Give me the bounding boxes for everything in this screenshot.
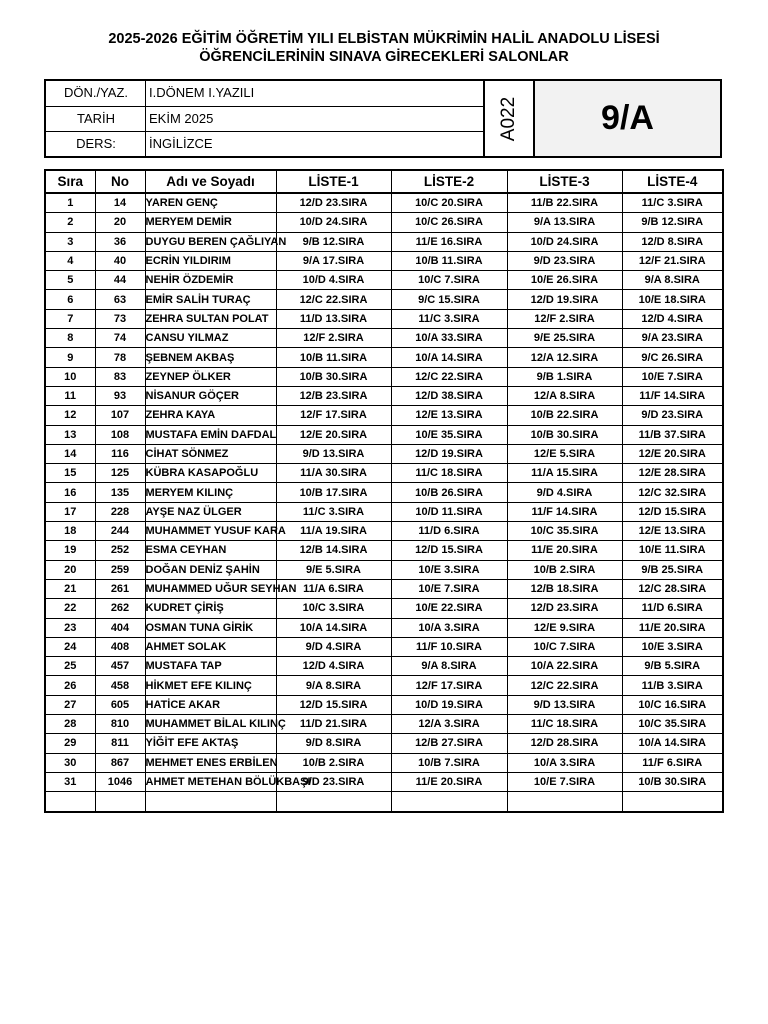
order-cell: 13	[45, 425, 95, 444]
list2-cell: 10/E 3.SIRA	[391, 560, 507, 579]
list1-cell: 9/A 8.SIRA	[276, 676, 391, 695]
col-header-order: Sıra	[45, 170, 95, 193]
document-subtitle: ÖĞRENCİLERİNİN SINAVA GİRECEKLERİ SALONLAR	[199, 49, 569, 65]
table-row	[45, 618, 723, 637]
name-cell: MUHAMMED UĞUR SEYHAN	[145, 579, 276, 598]
number-cell: 1046	[95, 772, 145, 791]
empty-cell	[145, 792, 276, 812]
list2-cell: 12/D 38.SIRA	[391, 386, 507, 405]
name-cell: ECRİN YILDIRIM	[145, 251, 276, 270]
number-cell: 867	[95, 753, 145, 772]
order-cell: 26	[45, 676, 95, 695]
order-cell: 14	[45, 444, 95, 463]
list3-cell: 10/B 30.SIRA	[507, 425, 622, 444]
period-label: DÖN./YAZ.	[63, 85, 129, 100]
list3-cell: 9/D 4.SIRA	[507, 483, 622, 502]
number-cell: 810	[95, 715, 145, 734]
order-cell: 3	[45, 232, 95, 251]
table-row	[45, 213, 723, 232]
list1-cell: 12/D 4.SIRA	[276, 657, 391, 676]
list2-cell: 10/D 11.SIRA	[391, 502, 507, 521]
list3-cell: 9/D 23.SIRA	[507, 251, 622, 270]
list2-cell: 10/B 26.SIRA	[391, 483, 507, 502]
order-cell: 10	[45, 367, 95, 386]
empty-cell	[622, 792, 723, 812]
number-cell: 74	[95, 329, 145, 348]
list4-cell: 9/A 23.SIRA	[622, 329, 723, 348]
list4-cell: 9/B 25.SIRA	[622, 560, 723, 579]
list2-cell: 11/D 6.SIRA	[391, 522, 507, 541]
name-cell: MUHAMMET BİLAL KILINÇ	[145, 715, 276, 734]
number-cell: 83	[95, 367, 145, 386]
list2-cell: 11/E 16.SIRA	[391, 232, 507, 251]
name-cell: YAREN GENÇ	[145, 193, 276, 213]
empty-cell	[276, 792, 391, 812]
list1-cell: 10/A 14.SIRA	[276, 618, 391, 637]
table-row	[45, 522, 723, 541]
list4-cell: 12/D 8.SIRA	[622, 232, 723, 251]
list2-cell: 10/D 19.SIRA	[391, 695, 507, 714]
order-cell: 1	[45, 193, 95, 213]
list2-cell: 12/A 3.SIRA	[391, 715, 507, 734]
list3-cell: 11/E 20.SIRA	[507, 541, 622, 560]
list1-cell: 11/A 19.SIRA	[276, 522, 391, 541]
name-cell: MEHMET ENES ERBİLEN	[145, 753, 276, 772]
number-cell: 44	[95, 271, 145, 290]
order-cell: 6	[45, 290, 95, 309]
table-row	[45, 348, 723, 367]
list2-cell: 12/B 27.SIRA	[391, 734, 507, 753]
list1-cell: 11/A 30.SIRA	[276, 464, 391, 483]
list3-cell: 10/D 24.SIRA	[507, 232, 622, 251]
list1-cell: 11/A 6.SIRA	[276, 579, 391, 598]
table-row	[45, 734, 723, 753]
exam-info-box	[44, 79, 722, 158]
name-cell: ZEHRA KAYA	[145, 406, 276, 425]
table-row	[45, 367, 723, 386]
table-row	[45, 271, 723, 290]
list2-cell: 9/C 15.SIRA	[391, 290, 507, 309]
table-row	[45, 406, 723, 425]
table-row	[45, 599, 723, 618]
number-cell: 108	[95, 425, 145, 444]
list1-cell: 12/C 22.SIRA	[276, 290, 391, 309]
list4-cell: 11/B 37.SIRA	[622, 425, 723, 444]
list2-cell: 10/C 26.SIRA	[391, 213, 507, 232]
list3-cell: 10/C 35.SIRA	[507, 522, 622, 541]
col-header-list3: LİSTE-3	[507, 170, 622, 193]
list1-cell: 10/B 2.SIRA	[276, 753, 391, 772]
list3-cell: 9/B 1.SIRA	[507, 367, 622, 386]
order-cell: 12	[45, 406, 95, 425]
list3-cell: 9/D 13.SIRA	[507, 695, 622, 714]
table-row	[45, 579, 723, 598]
list4-cell: 10/C 16.SIRA	[622, 695, 723, 714]
number-cell: 107	[95, 406, 145, 425]
table-row	[45, 715, 723, 734]
list1-cell: 11/D 21.SIRA	[276, 715, 391, 734]
list1-cell: 9/D 13.SIRA	[276, 444, 391, 463]
list1-cell: 12/F 2.SIRA	[276, 329, 391, 348]
list2-cell: 12/F 17.SIRA	[391, 676, 507, 695]
table-row	[45, 772, 723, 791]
list3-cell: 12/D 19.SIRA	[507, 290, 622, 309]
order-cell: 17	[45, 502, 95, 521]
name-cell: YİĞİT EFE AKTAŞ	[145, 734, 276, 753]
empty-cell	[391, 792, 507, 812]
number-cell: 261	[95, 579, 145, 598]
list4-cell: 12/E 28.SIRA	[622, 464, 723, 483]
list1-cell: 10/C 3.SIRA	[276, 599, 391, 618]
student-table	[44, 169, 724, 813]
order-cell: 31	[45, 772, 95, 791]
course-label: DERS:	[76, 136, 116, 151]
number-cell: 40	[95, 251, 145, 270]
col-header-list4: LİSTE-4	[622, 170, 723, 193]
name-cell: NEHİR ÖZDEMİR	[145, 271, 276, 290]
order-cell: 28	[45, 715, 95, 734]
order-cell: 30	[45, 753, 95, 772]
number-cell: 125	[95, 464, 145, 483]
empty-cell	[507, 792, 622, 812]
name-cell: ŞEBNEM AKBAŞ	[145, 348, 276, 367]
document-title: 2025-2026 EĞİTİM ÖĞRETİM YILI ELBİSTAN MÜKRİMİN HALİL ANADOLU LİSESİ	[108, 31, 660, 47]
list3-cell: 10/A 22.SIRA	[507, 657, 622, 676]
list1-cell: 9/D 8.SIRA	[276, 734, 391, 753]
order-cell: 11	[45, 386, 95, 405]
list2-cell: 12/D 15.SIRA	[391, 541, 507, 560]
list3-cell: 10/C 7.SIRA	[507, 637, 622, 656]
list2-cell: 10/A 33.SIRA	[391, 329, 507, 348]
number-cell: 93	[95, 386, 145, 405]
number-cell: 252	[95, 541, 145, 560]
list4-cell: 9/D 23.SIRA	[622, 406, 723, 425]
list4-cell: 12/D 4.SIRA	[622, 309, 723, 328]
number-cell: 811	[95, 734, 145, 753]
name-cell: AHMET SOLAK	[145, 637, 276, 656]
list1-cell: 9/B 12.SIRA	[276, 232, 391, 251]
empty-cell	[95, 792, 145, 812]
order-cell: 25	[45, 657, 95, 676]
list4-cell: 10/E 7.SIRA	[622, 367, 723, 386]
name-cell: HİKMET EFE KILINÇ	[145, 676, 276, 695]
list1-cell: 11/C 3.SIRA	[276, 502, 391, 521]
number-cell: 116	[95, 444, 145, 463]
list2-cell: 10/A 3.SIRA	[391, 618, 507, 637]
order-cell: 4	[45, 251, 95, 270]
list1-cell: 12/D 15.SIRA	[276, 695, 391, 714]
list2-cell: 12/E 13.SIRA	[391, 406, 507, 425]
name-cell: MERYEM DEMİR	[145, 213, 276, 232]
table-row	[45, 329, 723, 348]
list2-cell: 11/C 3.SIRA	[391, 309, 507, 328]
list1-cell: 9/A 17.SIRA	[276, 251, 391, 270]
list1-cell: 10/B 30.SIRA	[276, 367, 391, 386]
table-row	[45, 541, 723, 560]
order-cell: 8	[45, 329, 95, 348]
name-cell: OSMAN TUNA GİRİK	[145, 618, 276, 637]
period-value: I.DÖNEM I.YAZILI	[149, 85, 255, 100]
name-cell: DOĞAN DENİZ ŞAHİN	[145, 560, 276, 579]
list3-cell: 12/C 22.SIRA	[507, 676, 622, 695]
col-header-name: Adı ve Soyadı	[145, 170, 276, 193]
number-cell: 262	[95, 599, 145, 618]
order-cell: 5	[45, 271, 95, 290]
list3-cell: 11/F 14.SIRA	[507, 502, 622, 521]
list2-cell: 10/C 20.SIRA	[391, 193, 507, 213]
name-cell: MUSTAFA EMİN DAFDAL	[145, 425, 276, 444]
list3-cell: 9/A 13.SIRA	[507, 213, 622, 232]
order-cell: 16	[45, 483, 95, 502]
name-cell: KUDRET ÇİRİŞ	[145, 599, 276, 618]
list4-cell: 9/B 5.SIRA	[622, 657, 723, 676]
list4-cell: 11/D 6.SIRA	[622, 599, 723, 618]
list4-cell: 10/E 11.SIRA	[622, 541, 723, 560]
name-cell: NİSANUR GÖÇER	[145, 386, 276, 405]
list4-cell: 10/C 35.SIRA	[622, 715, 723, 734]
list3-cell: 12/D 28.SIRA	[507, 734, 622, 753]
list1-cell: 10/B 17.SIRA	[276, 483, 391, 502]
name-cell: AYŞE NAZ ÜLGER	[145, 502, 276, 521]
table-row	[45, 695, 723, 714]
col-header-list2: LİSTE-2	[391, 170, 507, 193]
list2-cell: 11/E 20.SIRA	[391, 772, 507, 791]
table-row	[45, 657, 723, 676]
name-cell: EMİR SALİH TURAÇ	[145, 290, 276, 309]
class-name: 9/A	[535, 81, 720, 156]
table-row	[45, 637, 723, 656]
list1-cell: 12/B 14.SIRA	[276, 541, 391, 560]
list4-cell: 9/C 26.SIRA	[622, 348, 723, 367]
list1-cell: 9/E 5.SIRA	[276, 560, 391, 579]
table-row	[45, 290, 723, 309]
number-cell: 408	[95, 637, 145, 656]
list1-cell: 9/D 23.SIRA	[276, 772, 391, 791]
list4-cell: 11/F 14.SIRA	[622, 386, 723, 405]
list4-cell: 11/E 20.SIRA	[622, 618, 723, 637]
number-cell: 135	[95, 483, 145, 502]
table-row	[45, 386, 723, 405]
number-cell: 73	[95, 309, 145, 328]
number-cell: 457	[95, 657, 145, 676]
list4-cell: 11/F 6.SIRA	[622, 753, 723, 772]
list3-cell: 10/B 22.SIRA	[507, 406, 622, 425]
number-cell: 14	[95, 193, 145, 213]
list1-cell: 10/D 24.SIRA	[276, 213, 391, 232]
list2-cell: 12/C 22.SIRA	[391, 367, 507, 386]
list3-cell: 11/B 22.SIRA	[507, 193, 622, 213]
list1-cell: 12/F 17.SIRA	[276, 406, 391, 425]
table-header-row	[45, 170, 723, 193]
list3-cell: 11/A 15.SIRA	[507, 464, 622, 483]
number-cell: 605	[95, 695, 145, 714]
name-cell: DUYGU BEREN ÇAĞLIYAN	[145, 232, 276, 251]
list1-cell: 12/E 20.SIRA	[276, 425, 391, 444]
order-cell: 21	[45, 579, 95, 598]
list3-cell: 10/E 7.SIRA	[507, 772, 622, 791]
list3-cell: 12/B 18.SIRA	[507, 579, 622, 598]
list3-cell: 12/D 23.SIRA	[507, 599, 622, 618]
order-cell: 18	[45, 522, 95, 541]
list1-cell: 9/D 4.SIRA	[276, 637, 391, 656]
table-row	[45, 193, 723, 213]
order-cell: 24	[45, 637, 95, 656]
list3-cell: 11/C 18.SIRA	[507, 715, 622, 734]
list4-cell: 12/D 15.SIRA	[622, 502, 723, 521]
name-cell: MERYEM KILINÇ	[145, 483, 276, 502]
list1-cell: 11/D 13.SIRA	[276, 309, 391, 328]
order-cell: 27	[45, 695, 95, 714]
list1-cell: 12/B 23.SIRA	[276, 386, 391, 405]
list3-cell: 12/E 5.SIRA	[507, 444, 622, 463]
name-cell: ZEHRA SULTAN POLAT	[145, 309, 276, 328]
order-cell: 22	[45, 599, 95, 618]
list4-cell: 9/A 8.SIRA	[622, 271, 723, 290]
list2-cell: 10/A 14.SIRA	[391, 348, 507, 367]
date-value: EKİM 2025	[149, 111, 214, 126]
list2-cell: 12/D 19.SIRA	[391, 444, 507, 463]
list1-cell: 10/B 11.SIRA	[276, 348, 391, 367]
list4-cell: 10/B 30.SIRA	[622, 772, 723, 791]
table-row	[45, 753, 723, 772]
order-cell: 15	[45, 464, 95, 483]
list3-cell: 9/E 25.SIRA	[507, 329, 622, 348]
table-row-empty	[45, 792, 723, 812]
list4-cell: 12/E 20.SIRA	[622, 444, 723, 463]
list3-cell: 12/F 2.SIRA	[507, 309, 622, 328]
list4-cell: 10/A 14.SIRA	[622, 734, 723, 753]
name-cell: ESMA CEYHAN	[145, 541, 276, 560]
name-cell: KÜBRA KASAPOĞLU	[145, 464, 276, 483]
list3-cell: 10/B 2.SIRA	[507, 560, 622, 579]
name-cell: CİHAT SÖNMEZ	[145, 444, 276, 463]
list4-cell: 12/F 21.SIRA	[622, 251, 723, 270]
list2-cell: 10/E 22.SIRA	[391, 599, 507, 618]
list3-cell: 10/A 3.SIRA	[507, 753, 622, 772]
list4-cell: 9/B 12.SIRA	[622, 213, 723, 232]
list4-cell: 10/E 3.SIRA	[622, 637, 723, 656]
list3-cell: 12/A 8.SIRA	[507, 386, 622, 405]
number-cell: 259	[95, 560, 145, 579]
list2-cell: 10/E 7.SIRA	[391, 579, 507, 598]
number-cell: 244	[95, 522, 145, 541]
table-row	[45, 676, 723, 695]
table-row	[45, 483, 723, 502]
date-label: TARİH	[76, 111, 116, 126]
number-cell: 228	[95, 502, 145, 521]
number-cell: 36	[95, 232, 145, 251]
list4-cell: 10/E 18.SIRA	[622, 290, 723, 309]
list2-cell: 10/C 7.SIRA	[391, 271, 507, 290]
list1-cell: 10/D 4.SIRA	[276, 271, 391, 290]
table-row	[45, 251, 723, 270]
name-cell: ZEYNEP ÖLKER	[145, 367, 276, 386]
list2-cell: 10/E 35.SIRA	[391, 425, 507, 444]
table-row	[45, 502, 723, 521]
list2-cell: 10/B 11.SIRA	[391, 251, 507, 270]
name-cell: CANSU YILMAZ	[145, 329, 276, 348]
table-row	[45, 232, 723, 251]
list2-cell: 11/C 18.SIRA	[391, 464, 507, 483]
name-cell: MUHAMMET YUSUF KARA	[145, 522, 276, 541]
table-row	[45, 444, 723, 463]
number-cell: 63	[95, 290, 145, 309]
list4-cell: 12/C 28.SIRA	[622, 579, 723, 598]
list3-cell: 12/E 9.SIRA	[507, 618, 622, 637]
list4-cell: 12/C 32.SIRA	[622, 483, 723, 502]
order-cell: 2	[45, 213, 95, 232]
order-cell: 23	[45, 618, 95, 637]
col-header-number: No	[95, 170, 145, 193]
name-cell: AHMET METEHAN BÖLÜKBAŞI	[145, 772, 276, 791]
table-row	[45, 560, 723, 579]
number-cell: 78	[95, 348, 145, 367]
empty-cell	[45, 792, 95, 812]
list4-cell: 12/E 13.SIRA	[622, 522, 723, 541]
list4-cell: 11/C 3.SIRA	[622, 193, 723, 213]
list1-cell: 12/D 23.SIRA	[276, 193, 391, 213]
room-code: A022	[498, 96, 519, 141]
order-cell: 19	[45, 541, 95, 560]
name-cell: HATİCE AKAR	[145, 695, 276, 714]
list3-cell: 12/A 12.SIRA	[507, 348, 622, 367]
course-value: İNGİLİZCE	[149, 136, 213, 151]
table-row	[45, 464, 723, 483]
table-row	[45, 425, 723, 444]
number-cell: 458	[95, 676, 145, 695]
number-cell: 404	[95, 618, 145, 637]
list2-cell: 11/F 10.SIRA	[391, 637, 507, 656]
col-header-list1: LİSTE-1	[276, 170, 391, 193]
list4-cell: 11/B 3.SIRA	[622, 676, 723, 695]
list2-cell: 10/B 7.SIRA	[391, 753, 507, 772]
name-cell: MUSTAFA TAP	[145, 657, 276, 676]
list2-cell: 9/A 8.SIRA	[391, 657, 507, 676]
list3-cell: 10/E 26.SIRA	[507, 271, 622, 290]
order-cell: 29	[45, 734, 95, 753]
order-cell: 20	[45, 560, 95, 579]
table-row	[45, 309, 723, 328]
order-cell: 7	[45, 309, 95, 328]
order-cell: 9	[45, 348, 95, 367]
number-cell: 20	[95, 213, 145, 232]
